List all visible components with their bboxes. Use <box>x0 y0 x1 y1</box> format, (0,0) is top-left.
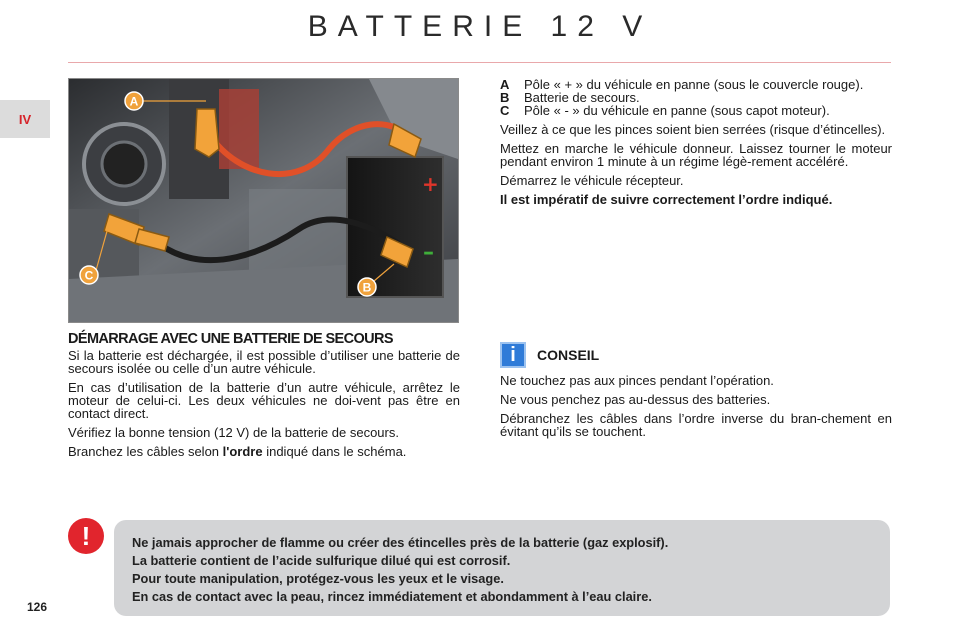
callout-a <box>125 92 143 110</box>
svg-text:–: – <box>423 240 434 265</box>
jump-start-illustration <box>68 78 459 323</box>
title-divider <box>68 62 891 63</box>
clamp-a <box>195 109 219 157</box>
page-title: BATTERIE 12 V <box>307 10 653 43</box>
info-icon: i <box>500 342 526 368</box>
paragraph: Vérifiez la bonne tension (12 V) de la batterie de secours. <box>68 425 399 440</box>
chapter-number: IV <box>18 111 32 127</box>
callout-b <box>358 278 376 296</box>
svg-text:+: + <box>422 172 439 196</box>
callout-b-label: B <box>362 280 372 295</box>
instruction-important: Il est impératif de suivre correctement l’ordre indiqué. <box>500 192 833 207</box>
warning-line: Pour toute manipulation, protégez-vous les yeux et le visage. <box>132 571 504 586</box>
instruction: Démarrez le véhicule récepteur. <box>500 173 684 188</box>
callout-c <box>80 266 98 284</box>
legend-key: B <box>500 90 510 105</box>
legend-and-instructions <box>500 78 892 212</box>
warning-line: Ne jamais approcher de flamme ou créer des étincelles près de la batterie (gaz explosif). <box>132 535 669 550</box>
paragraph <box>68 445 460 458</box>
conseil-body <box>500 374 892 444</box>
emphasis: l'ordre <box>222 444 263 459</box>
instruction: Veillez à ce que les pinces soient bien serrées (risque d’étincelles). <box>500 122 886 137</box>
conseil-item: Ne vous penchez pas au-dessus des batteries. <box>500 392 771 407</box>
callout-a-label: A <box>129 94 139 109</box>
section-body <box>68 349 460 464</box>
engine-bay-drawing <box>69 79 458 322</box>
legend-text: Batterie de secours. <box>524 90 640 105</box>
text-run: Branchez les câbles selon <box>68 444 223 459</box>
warning-text <box>132 536 668 608</box>
legend-text: Pôle « - » du véhicule en panne (sous capot moteur). <box>524 103 830 118</box>
chapter-tab <box>0 100 50 138</box>
legend-key: A <box>500 77 510 92</box>
warning-line: La batterie contient de l’acide sulfurique dilué qui est corrosif. <box>132 553 511 568</box>
legend-item <box>500 104 892 117</box>
paragraph: En cas d’utilisation de la batterie d’un autre véhicule, arrêtez le moteur de celui-ci. Les deux véhicules ne doi-vent pas être en contact direct. <box>68 380 460 421</box>
instruction: Mettez en marche le véhicule donneur. Laissez tourner le moteur pendant environ 1 minute à un régime légè-rement accéléré. <box>500 141 892 169</box>
text-run: indiqué dans le schéma. <box>262 444 407 459</box>
exclamation-icon: ! <box>68 518 104 554</box>
warning-line: En cas de contact avec la peau, rincez immédiatement et abondamment à l’eau claire. <box>132 589 652 604</box>
conseil-title: CONSEIL <box>537 347 600 363</box>
page-number: 126 <box>27 600 48 614</box>
conseil-item: Débranchez les câbles dans l’ordre inverse du bran-chement en évitant qu’ils se touchent. <box>500 411 892 439</box>
callout-c-label: C <box>84 268 94 283</box>
legend-key: C <box>500 103 510 118</box>
section-heading: DÉMARRAGE AVEC UNE BATTERIE DE SECOURS <box>68 331 393 347</box>
legend-text: Pôle « + » du véhicule en panne (sous le couvercle rouge). <box>524 77 864 92</box>
paragraph: Si la batterie est déchargée, il est possible d’utiliser une batterie de secours isolée ou celle d’un autre véhicule. <box>68 348 460 376</box>
conseil-item: Ne touchez pas aux pinces pendant l’opération. <box>500 373 774 388</box>
